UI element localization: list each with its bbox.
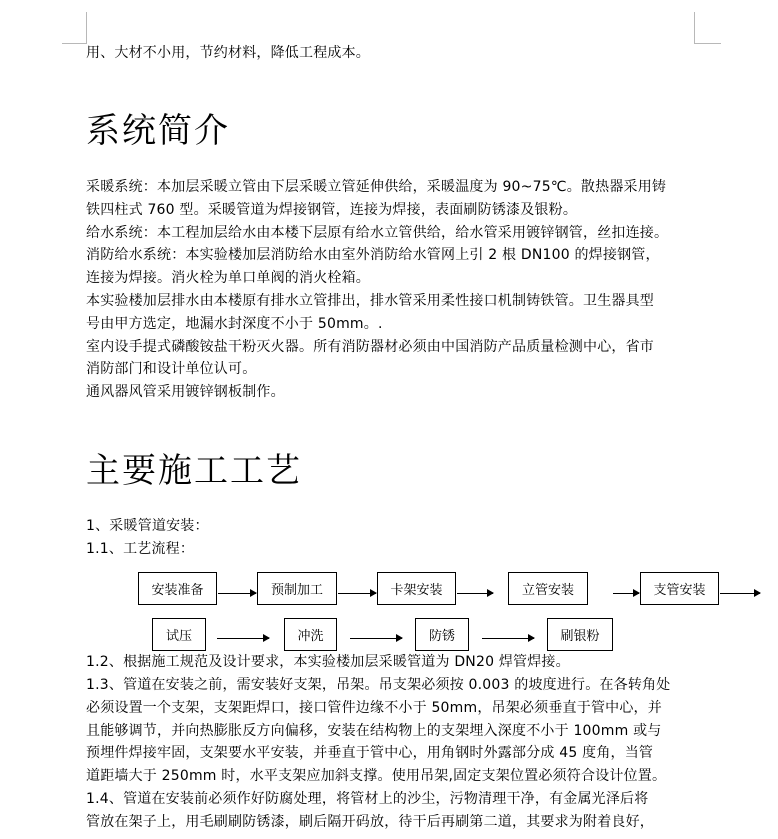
margin-corner-mark: [62, 12, 87, 44]
flow-step: 卡架安装: [377, 572, 456, 605]
section-heading-system-intro: 系统简介: [86, 111, 230, 151]
flow-step: 安装准备: [138, 572, 217, 605]
flow-step: 冲洗: [284, 618, 337, 651]
flow-arrow: [338, 593, 376, 594]
paragraph-line: 必须设置一个支架，支架距焊口，接口管件边缘不小于 50mm，吊架必须垂直于管中心，并: [86, 700, 662, 716]
flow-arrow: [720, 593, 760, 594]
flow-step: 支管安装: [640, 572, 719, 605]
paragraph-line: 通风器风管采用镀锌钢板制作。: [86, 384, 285, 400]
flow-step: 刷银粉: [547, 618, 613, 651]
paragraph-line: 采暖系统：本加层采暖立管由下层采暖立管延伸供给，采暖温度为 90~75℃。散热器采用铸: [86, 179, 667, 195]
paragraph-line: 1.3、管道在安装之前，需安装好支架，吊架。吊支架必须按 0.003 的坡度进行。在各转角处: [86, 677, 671, 693]
flow-arrow: [482, 638, 534, 639]
paragraph-line: 道距墙大于 250mm 时，水平支架应加斜支撑。使用吊架,固定支架位置必须符合设计位置。: [86, 768, 667, 784]
paragraph-line: 管放在架子上，用毛刷刷防锈漆，刷后隔开码放，待干后再刷第二道，其要求为附着良好，: [86, 814, 654, 830]
flow-arrow: [457, 593, 493, 594]
paragraph-line: 本实验楼加层排水由本楼原有排水立管排出，排水管采用柔性接口机制铸铁管。卫生器具型: [86, 293, 654, 309]
list-item: 1、采暖管道安装：: [86, 518, 209, 534]
flow-step: 试压: [152, 618, 206, 651]
flow-step: 立管安装: [508, 572, 588, 605]
paragraph-line: 连接为焊接。消火栓为单口单阀的消火栓箱。: [86, 270, 370, 286]
intro-line: 用、大材不小用，节约材料，降低工程成本。: [86, 45, 370, 61]
paragraph-line: 给水系统：本工程加层给水由本楼下层原有给水立管供给，给水管采用镀锌钢管，丝扣连接。: [86, 225, 669, 241]
list-item: 1.1、工艺流程：: [86, 541, 195, 557]
flow-arrow: [613, 593, 639, 594]
paragraph-line: 1.2、根据施工规范及设计要求，本实验楼加层采暖管道为 DN20 焊管焊接。: [86, 654, 570, 670]
paragraph-line: 铁四柱式 760 型。采暖管道为焊接钢管，连接为焊接，表面刷防锈漆及银粉。: [86, 202, 578, 218]
flow-step: 防锈: [415, 618, 469, 651]
paragraph-line: 1.4、管道在安装前必须作好防腐处理，将管材上的沙尘，污物清理干净，有金属光泽后将: [86, 791, 649, 807]
paragraph-line: 室内设手提式磷酸铵盐干粉灭火器。所有消防器材必须由中国消防产品质量检测中心，省市: [86, 339, 654, 355]
paragraph-line: 预埋件焊接牢固，支架要水平安装，并垂直于管中心，用角钢时外露部分成 45 度角，当管: [86, 745, 654, 761]
flow-arrow: [350, 638, 402, 639]
flow-arrow: [217, 638, 269, 639]
flow-arrow: [218, 593, 256, 594]
paragraph-line: 消防部门和设计单位认可。: [86, 361, 257, 377]
paragraph-line: 且能够调节，并向热膨胀反方向偏移，安装在结构物上的支架埋入深度不小于 100mm 或与: [86, 723, 662, 739]
paragraph-line: 号由甲方选定，地漏水封深度不小于 50mm。.: [86, 316, 383, 332]
paragraph-line: 消防给水系统：本实验楼加层消防给水由室外消防给水管网上引 2 根 DN100 的焊接钢管，: [86, 247, 660, 263]
section-heading-construction-process: 主要施工工艺: [86, 451, 302, 491]
flow-step: 预制加工: [257, 572, 337, 605]
margin-corner-mark: [694, 12, 721, 44]
